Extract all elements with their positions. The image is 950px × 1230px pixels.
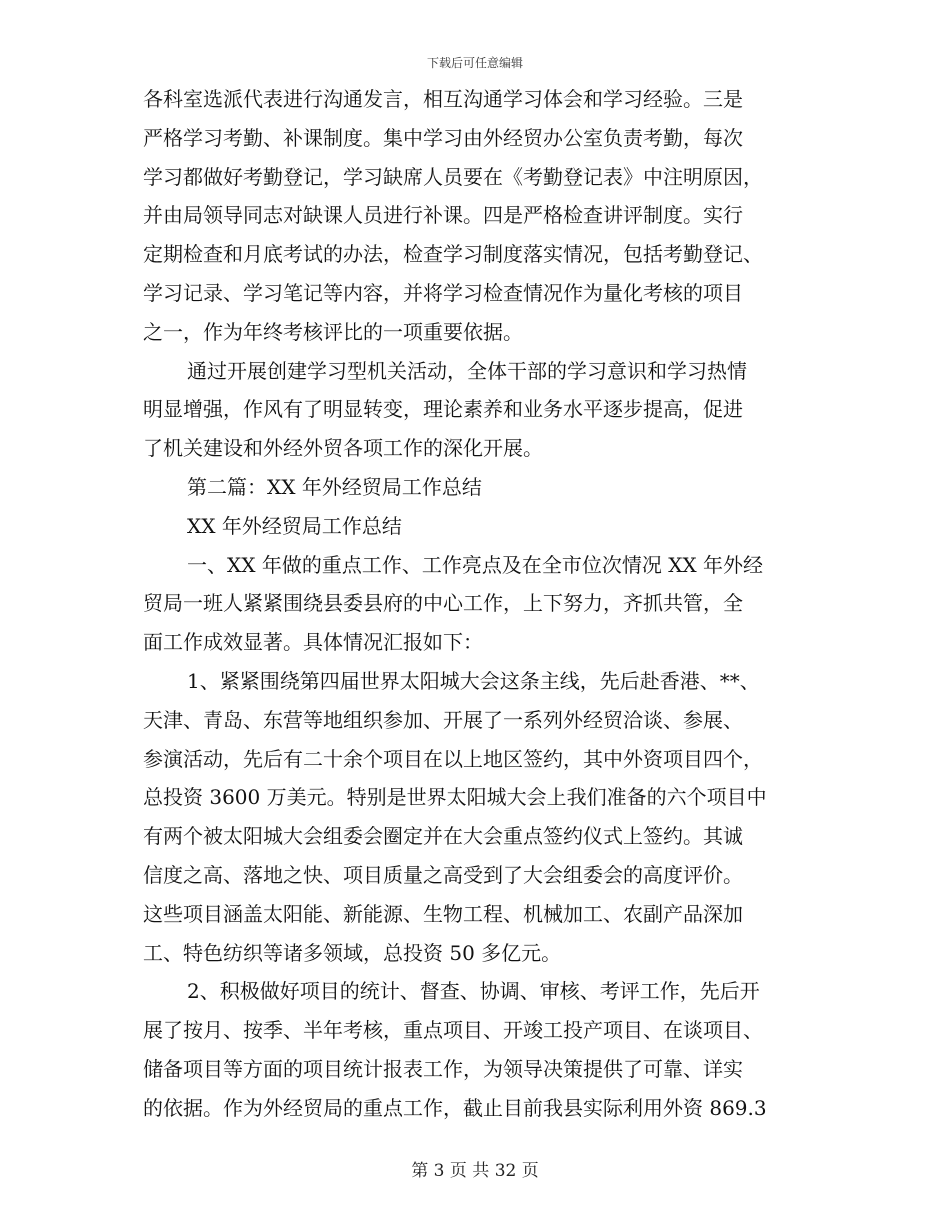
body-text-line: XX 年外经贸局工作总结 — [187, 513, 402, 538]
body-text-line: 信度之高、落地之快、项目质量之高受到了大会组委会的高度评价。 — [143, 862, 743, 887]
body-text-line: 之一，作为年终考核评比的一项重要依据。 — [143, 319, 523, 344]
body-text-line: 第二篇：XX 年外经贸局工作总结 — [187, 474, 482, 499]
body-text-line: 学习记录、学习笔记等内容，并将学习检查情况作为量化考核的项目 — [143, 280, 743, 305]
body-text-line: 天津、青岛、东营等地组织参加、开展了一系列外经贸洽谈、参展、 — [143, 707, 743, 732]
page-header: 下载后可任意编辑 — [426, 56, 523, 70]
body-text-line: 参演活动，先后有二十余个项目在以上地区签约，其中外资项目四个， — [143, 746, 763, 771]
body-text-line: 这些项目涵盖太阳能、新能源、生物工程、机械加工、农副产品深加 — [143, 901, 743, 926]
body-text-line: 1、紧紧围绕第四届世界太阳城大会这条主线，先后赴香港、**、 — [187, 668, 760, 693]
body-text-line: 学习都做好考勤登记，学习缺席人员要在《考勤登记表》中注明原因， — [143, 164, 763, 189]
body-text-line: 贸局一班人紧紧围绕县委县府的中心工作，上下努力，齐抓共管，全 — [143, 591, 743, 616]
body-text-line: 了机关建设和外经外贸各项工作的深化开展。 — [143, 436, 543, 461]
body-text-line: 一、XX 年做的重点工作、工作亮点及在全市位次情况 XX 年外经 — [187, 552, 764, 577]
body-text-line: 工、特色纺织等诸多领域，总投资 50 多亿元。 — [143, 940, 562, 965]
body-text-line: 展了按月、按季、半年考核，重点项目、开竣工投产项目、在谈项目、 — [143, 1018, 763, 1043]
body-text-line: 各科室选派代表进行沟通发言，相互沟通学习体会和学习经验。三是 — [143, 87, 743, 111]
body-text-line: 总投资 3600 万美元。特别是世界太阳城大会上我们准备的六个项目中 — [143, 785, 767, 810]
page-number-footer: 第 3 页 共 32 页 — [411, 1161, 539, 1181]
body-text-line: 明显增强，作风有了明显转变，理论素养和业务水平逐步提高，促进 — [143, 397, 743, 422]
body-text-line: 并由局领导同志对缺课人员进行补课。四是严格检查讲评制度。实行 — [143, 203, 743, 228]
body-text-line: 定期检查和月底考试的办法，检查学习制度落实情况，包括考勤登记、 — [143, 242, 763, 267]
body-text-line: 储备项目等方面的项目统计报表工作，为领导决策提供了可靠、详实 — [143, 1056, 743, 1081]
document-body — [143, 80, 807, 1128]
body-text-line: 的依据。作为外经贸局的重点工作，截止目前我县实际利用外资 869.3 — [143, 1095, 767, 1120]
body-text-line: 2、积极做好项目的统计、督查、协调、审核、考评工作，先后开 — [187, 979, 760, 1004]
body-text-line: 有两个被太阳城大会组委会圈定并在大会重点签约仪式上签约。其诚 — [143, 824, 743, 849]
body-text-line: 面工作成效显著。具体情况汇报如下： — [143, 630, 483, 655]
body-text-line: 通过开展创建学习型机关活动，全体干部的学习意识和学习热情 — [187, 358, 747, 383]
body-text-line: 严格学习考勤、补课制度。集中学习由外经贸办公室负责考勤，每次 — [143, 125, 743, 150]
